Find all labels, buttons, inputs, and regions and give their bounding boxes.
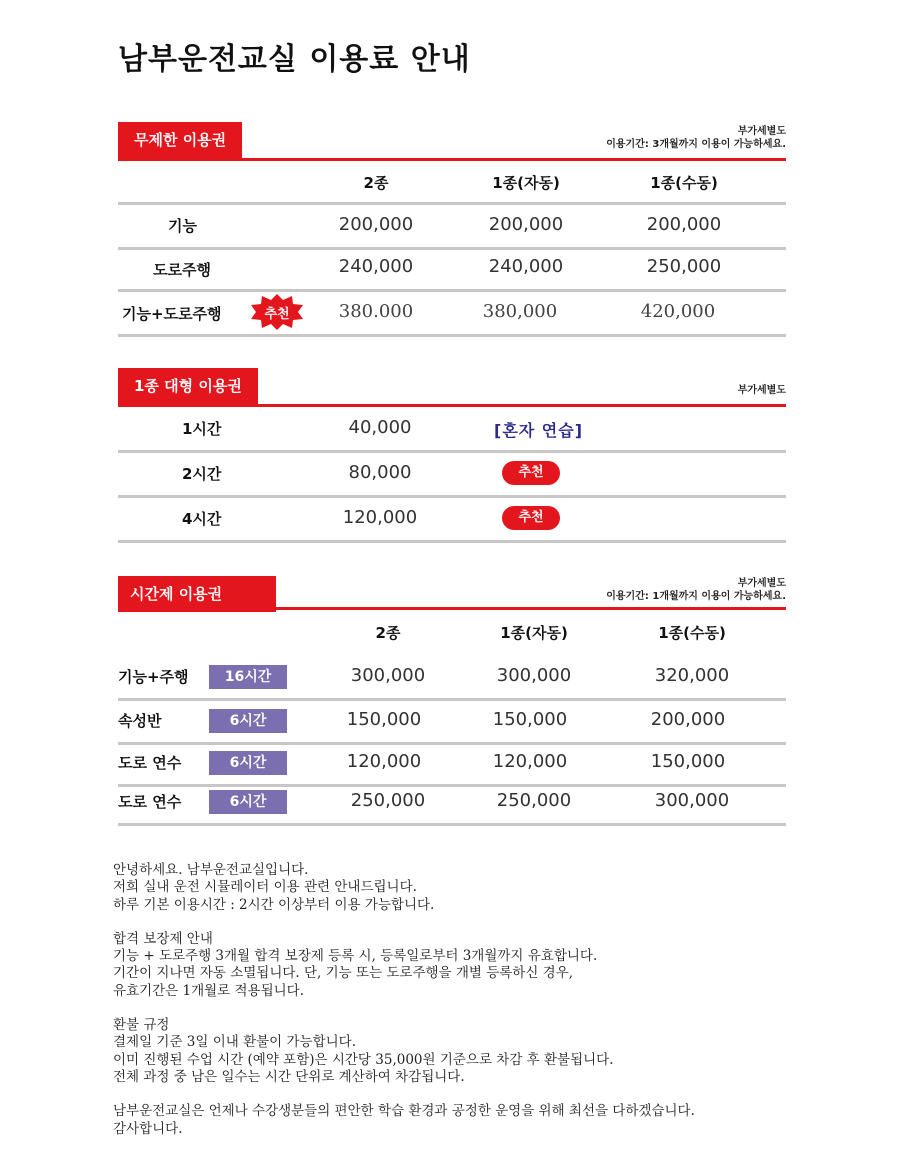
table-row	[118, 498, 786, 543]
table-row	[118, 453, 786, 498]
header-1manual: 1종(수동)	[650, 174, 718, 192]
vat-label: 부가세별도	[737, 126, 786, 137]
row-label: 4시간	[182, 510, 222, 528]
vat-note: 부가세별도	[737, 385, 786, 396]
header-1auto: 1종(자동)	[492, 174, 560, 192]
row-label: 속성반	[118, 712, 162, 730]
row-label: 기능+도로주행	[122, 305, 222, 323]
row-label: 도로 연수	[118, 793, 182, 811]
price-cell: 40,000	[348, 417, 412, 438]
table-row	[118, 247, 786, 292]
guarantee-heading: 합격 보장제 안내	[113, 930, 213, 947]
header-2: 2종	[375, 624, 401, 642]
recommend-badge: 추천	[502, 506, 560, 530]
price-cell: 120,000	[342, 507, 418, 528]
notice-line: 결제일 기준 3일 이내 환불이 가능합니다.	[113, 1034, 356, 1051]
header-2: 2종	[363, 174, 389, 192]
period-label: 이용기간: 1개월까지 이용이 가능하세요.	[606, 591, 786, 602]
hours-badge: 6시간	[209, 751, 287, 775]
price-cell: 300,000	[654, 790, 730, 811]
price-cell: 150,000	[492, 709, 568, 730]
notice-line: 남부운전교실은 언제나 수강생분들의 편안한 학습 환경과 공정한 운영을 위해 최선을 다하겠습니다.	[113, 1103, 695, 1120]
price-cell: 380.000	[338, 301, 414, 322]
price-cell: 380,000	[482, 301, 558, 322]
price-cell: 300,000	[350, 665, 426, 686]
table-row	[118, 408, 786, 453]
price-cell: 240,000	[338, 256, 414, 277]
price-cell: 200,000	[646, 214, 722, 235]
notice-text	[113, 862, 873, 1138]
table-row	[118, 700, 786, 745]
price-cell: 200,000	[338, 214, 414, 235]
notice-line: 이미 진행된 수업 시간 (예약 포함)은 시간당 35,000원 기준으로 차감 후 환불됩니다.	[113, 1051, 614, 1068]
row-label: 기능+주행	[118, 668, 189, 686]
price-cell: 120,000	[492, 751, 568, 772]
table-row	[118, 781, 786, 826]
section-tag: 무제한 이용권	[118, 122, 242, 158]
hours-badge: 16시간	[209, 665, 287, 689]
price-cell: 420,000	[640, 301, 716, 322]
refund-heading: 환불 규정	[113, 1017, 170, 1034]
section-divider	[118, 404, 786, 407]
row-label: 기능	[168, 217, 197, 235]
row-label: 도로주행	[153, 261, 211, 279]
price-cell: 200,000	[650, 709, 726, 730]
notice-line: 하루 기본 이용시간 : 2시간 이상부터 이용 가능합니다.	[113, 896, 435, 913]
row-label: 1시간	[182, 420, 222, 438]
hours-badge: 6시간	[209, 709, 287, 733]
row-label: 도로 연수	[118, 754, 182, 772]
vat-label: 부가세별도	[737, 578, 786, 589]
notice-line: 기능 + 도로주행 3개월 합격 보장제 등록 시, 등록일로부터 3개월까지 유효합니다.	[113, 948, 598, 965]
price-cell: 300,000	[496, 665, 572, 686]
period-label: 이용기간: 3개월까지 이용이 가능하세요.	[606, 139, 786, 150]
price-cell: 120,000	[346, 751, 422, 772]
badge-label: 추천	[264, 307, 290, 322]
price-cell: 150,000	[346, 709, 422, 730]
vat-note	[606, 577, 786, 603]
price-cell: 320,000	[654, 665, 730, 686]
notice-line: 저희 실내 운전 시뮬레이터 이용 관련 안내드립니다.	[113, 879, 417, 896]
price-cell: 250,000	[646, 256, 722, 277]
vat-note	[606, 125, 786, 151]
section-tag: 시간제 이용권	[118, 576, 276, 612]
section-tag: 1종 대형 이용권	[118, 368, 258, 404]
price-cell: 250,000	[496, 790, 572, 811]
section-divider	[118, 158, 786, 161]
price-cell: 200,000	[488, 214, 564, 235]
table-row	[118, 656, 786, 701]
price-cell: 80,000	[348, 462, 412, 483]
header-1manual: 1종(수동)	[658, 624, 726, 642]
row-label: 2시간	[182, 465, 222, 483]
price-cell: 150,000	[650, 751, 726, 772]
notice-line: 유효기간은 1개월로 적용됩니다.	[113, 982, 304, 999]
recommend-badge	[248, 292, 306, 332]
table-row	[118, 202, 786, 250]
recommend-badge: 추천	[502, 461, 560, 485]
page-title: 남부운전교실 이용료 안내	[118, 42, 471, 77]
price-cell: 250,000	[350, 790, 426, 811]
notice-line: 감사합니다.	[113, 1120, 183, 1137]
notice-line: 전체 과정 중 남은 일수는 시간 단위로 계산하여 차감됩니다.	[113, 1068, 465, 1085]
solo-practice-note: [혼자 연습]	[494, 421, 584, 440]
table-row	[118, 292, 786, 337]
section-divider	[276, 607, 786, 610]
large-license-pass-section	[118, 368, 786, 538]
header-1auto: 1종(자동)	[500, 624, 568, 642]
hourly-pass-section	[118, 574, 786, 824]
notice-line: 기간이 지나면 자동 소멸됩니다. 단, 기능 또는 도로주행을 개별 등록하신 경우,	[113, 965, 574, 982]
price-cell: 240,000	[488, 256, 564, 277]
notice-line: 안녕하세요. 남부운전교실입니다.	[113, 862, 309, 878]
hours-badge: 6시간	[209, 790, 287, 814]
unlimited-pass-section	[118, 120, 786, 335]
